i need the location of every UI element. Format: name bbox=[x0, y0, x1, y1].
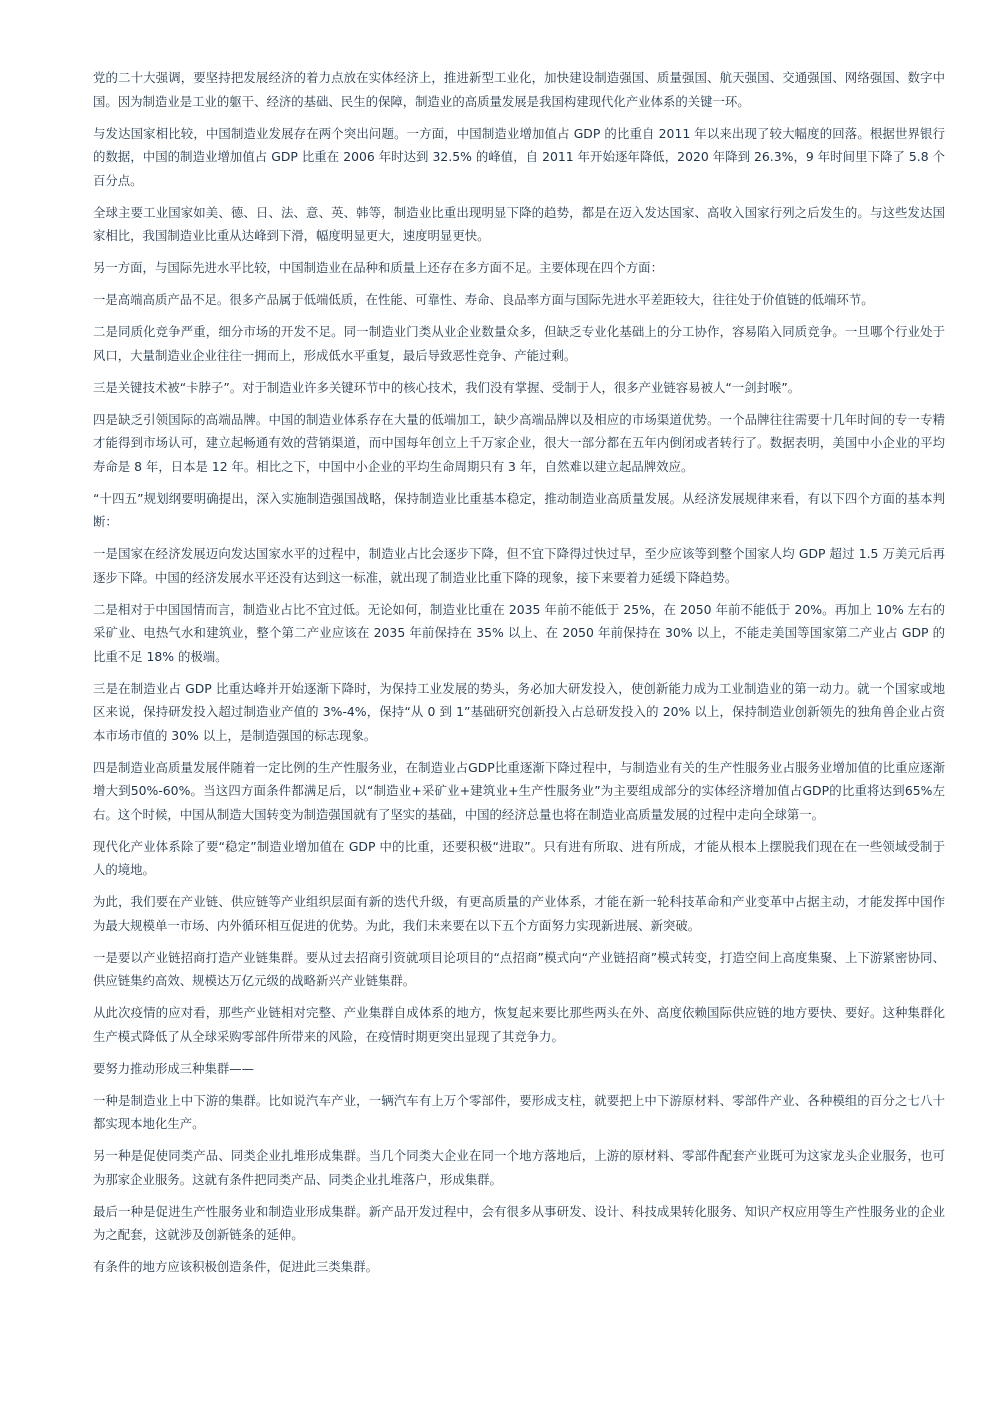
paragraph-17: 从此次疫情的应对看，那些产业链相对完整、产业集群自成体系的地方，恢复起来要比那些两头在外、高度依赖国际供应链的地方要快、要好。这种集群化生产模式降低了从全球采购零部件所带来的风险，在疫情时期更突出显现了其竞争力。 bbox=[93, 1005, 945, 1044]
paragraph-11: 二是相对于中国国情而言，制造业占比不宜过低。无论如何，制造业比重在 2035 年前不能低于 25%，在 2050 年前不能低于 20%。再加上 10% 左右的采矿业、电热气水和建筑业，整个第二产业应该在 2035 年前保持在 35% 以上、在 2050 年前保持在 30% 以上，不能走美国等国家第二产业占 GDP 的比重不足 18% 的极端。 bbox=[93, 601, 945, 664]
paragraph-13: 四是制造业高质量发展伴随着一定比例的生产性服务业，在制造业占GDP比重逐渐下降过程中，与制造业有关的生产性服务业占服务业增加值的比重应逐渐增大到50%-60%。当这四方面条件都满足后，以“制造业+采矿业+建筑业+生产性服务业”为主要组成部分的实体经济增加值占GDP的比重将达到65%左右。这个时候，中国从制造大国转变为制造强国就有了坚实的基础，中国的经济总量也将在制造业高质量发展的过程中走向全球第一。 bbox=[93, 759, 945, 822]
paragraph-16: 一是要以产业链招商打造产业链集群。要从过去招商引资就项目论项目的“点招商”模式向“产业链招商”模式转变，打造空间上高度集聚、上下游紧密协同、供应链集约高效、规模达万亿元级的战略新兴产业链集群。 bbox=[93, 949, 945, 988]
paragraph-5: 一是高端高质产品不足。很多产品属于低端低质，在性能、可靠性、寿命、良品率方面与国际先进水平差距较大，往往处于价值链的低端环节。 bbox=[93, 292, 874, 307]
paragraph-12: 三是在制造业占 GDP 比重达峰并开始逐渐下降时，为保持工业发展的势头，务必加大研发投入，使创新能力成为工业制造业的第一动力。就一个国家或地区来说，保持研发投入超过制造业产值的 3%-4%，保持“从 0 到 1”基础研究创新投入占总研发投入的 20% 以上，保持制造业创新领先的独角兽企业占资本市场市值的 30% 以上，是制造强国的标志现象。 bbox=[93, 680, 945, 743]
paragraph-7: 三是关键技术被“卡脖子”。对于制造业许多关键环节中的核心技术，我们没有掌握、受制于人，很多产业链容易被人“一剑封喉”。 bbox=[93, 379, 801, 395]
document-body bbox=[93, 66, 945, 1287]
paragraph-3: 全球主要工业国家如美、德、日、法、意、英、韩等，制造业比重出现明显下降的趋势，都是在迈入发达国家、高收入国家行列之后发生的。与这些发达国家相比，我国制造业比重从达峰到下滑，幅度明显更大，速度明显更快。 bbox=[93, 204, 945, 243]
paragraph-15: 为此，我们要在产业链、供应链等产业组织层面有新的迭代升级，有更高质量的产业体系，才能在新一轮科技革命和产业变革中占据主动，才能发挥中国作为最大规模单一市场、内外循环相互促进的优势。为此，我们未来要在以下五个方面努力实现新进展、新突破。 bbox=[93, 894, 945, 933]
paragraph-6: 二是同质化竞争严重，细分市场的开发不足。同一制造业门类从业企业数量众多，但缺乏专业化基础上的分工协作，容易陷入同质竞争。一旦哪个行业处于风口，大量制造业企业往往一拥而上，形成低水平重复，最后导致恶性竞争、产能过剩。 bbox=[93, 324, 945, 363]
paragraph-10: 一是国家在经济发展迈向发达国家水平的过程中，制造业占比会逐步下降，但不宜下降得过快过早，至少应该等到整个国家人均 GDP 超过 1.5 万美元后再逐步下降。中国的经济发展水平还没有达到这一标准，就出现了制造业比重下降的现象，接下来要着力延缓下降趋势。 bbox=[93, 546, 945, 585]
paragraph-4: 另一方面，与国际先进水平比较，中国制造业在品种和质量上还存在多方面不足。主要体现在四个方面： bbox=[93, 260, 663, 275]
paragraph-19: 一种是制造业上中下游的集群。比如说汽车产业，一辆汽车有上万个零部件，要形成支柱，就要把上中下游原材料、零部件产业、各种模组的百分之七八十都实现本地化生产。 bbox=[93, 1092, 945, 1131]
paragraph-14: 现代化产业体系除了要“稳定”制造业增加值在 GDP 中的比重，还要积极“进取”。只有进有所取、进有所成，才能从根本上摆脱我们现在在一些领域受制于人的境地。 bbox=[93, 838, 945, 877]
paragraph-9: “十四五”规划纲要明确提出，深入实施制造强国战略，保持制造业比重基本稳定，推动制造业高质量发展。从经济发展规律来看，有以下四个方面的基本判断： bbox=[93, 490, 945, 529]
paragraph-21: 最后一种是促进生产性服务业和制造业形成集群。新产品开发过程中，会有很多从事研发、设计、科技成果转化服务、知识产权应用等生产性服务业的企业为之配套，这就涉及创新链条的延伸。 bbox=[93, 1203, 945, 1242]
paragraph-22: 有条件的地方应该积极创造条件，促进此三类集群。 bbox=[93, 1259, 378, 1274]
paragraph-20: 另一种是促使同类产品、同类企业扎堆形成集群。当几个同类大企业在同一个地方落地后，上游的原材料、零部件配套产业既可为这家龙头企业服务，也可为那家企业服务。这就有条件把同类产品、同类企业扎堆落户，形成集群。 bbox=[93, 1148, 945, 1187]
paragraph-18: 要努力推动形成三种集群—— bbox=[93, 1060, 255, 1076]
paragraph-8: 四是缺乏引领国际的高端品牌。中国的制造业体系存在大量的低端加工，缺少高端品牌以及相应的市场渠道优势。一个品牌往往需要十几年时间的专一专精才能得到市场认可，建立起畅通有效的营销渠道，而中国每年创立上千万家企业，很大一部分都在五年内倒闭或者转行了。数据表明，美国中小企业的平均寿命是 8 年，日本是 12 年。相比之下，中国中小企业的平均生命周期只有 3 年，自然难以建立起品牌效应。 bbox=[93, 411, 945, 474]
paragraph-2: 与发达国家相比较，中国制造业发展存在两个突出问题。一方面，中国制造业增加值占 GDP 的比重自 2011 年以来出现了较大幅度的回落。根据世界银行的数据，中国的制造业增加值占 GDP 比重在 2006 年时达到 32.5% 的峰值，自 2011 年开始逐年降低，2020 年降到 26.3%，9 年时间里下降了 5.8 个百分点。 bbox=[93, 125, 945, 188]
paragraph-1: 党的二十大强调，要坚持把发展经济的着力点放在实体经济上，推进新型工业化，加快建设制造强国、质量强国、航天强国、交通强国、网络强国、数字中国。因为制造业是工业的躯干、经济的基础、民生的保障，制造业的高质量发展是我国构建现代化产业体系的关键一环。 bbox=[93, 70, 945, 109]
